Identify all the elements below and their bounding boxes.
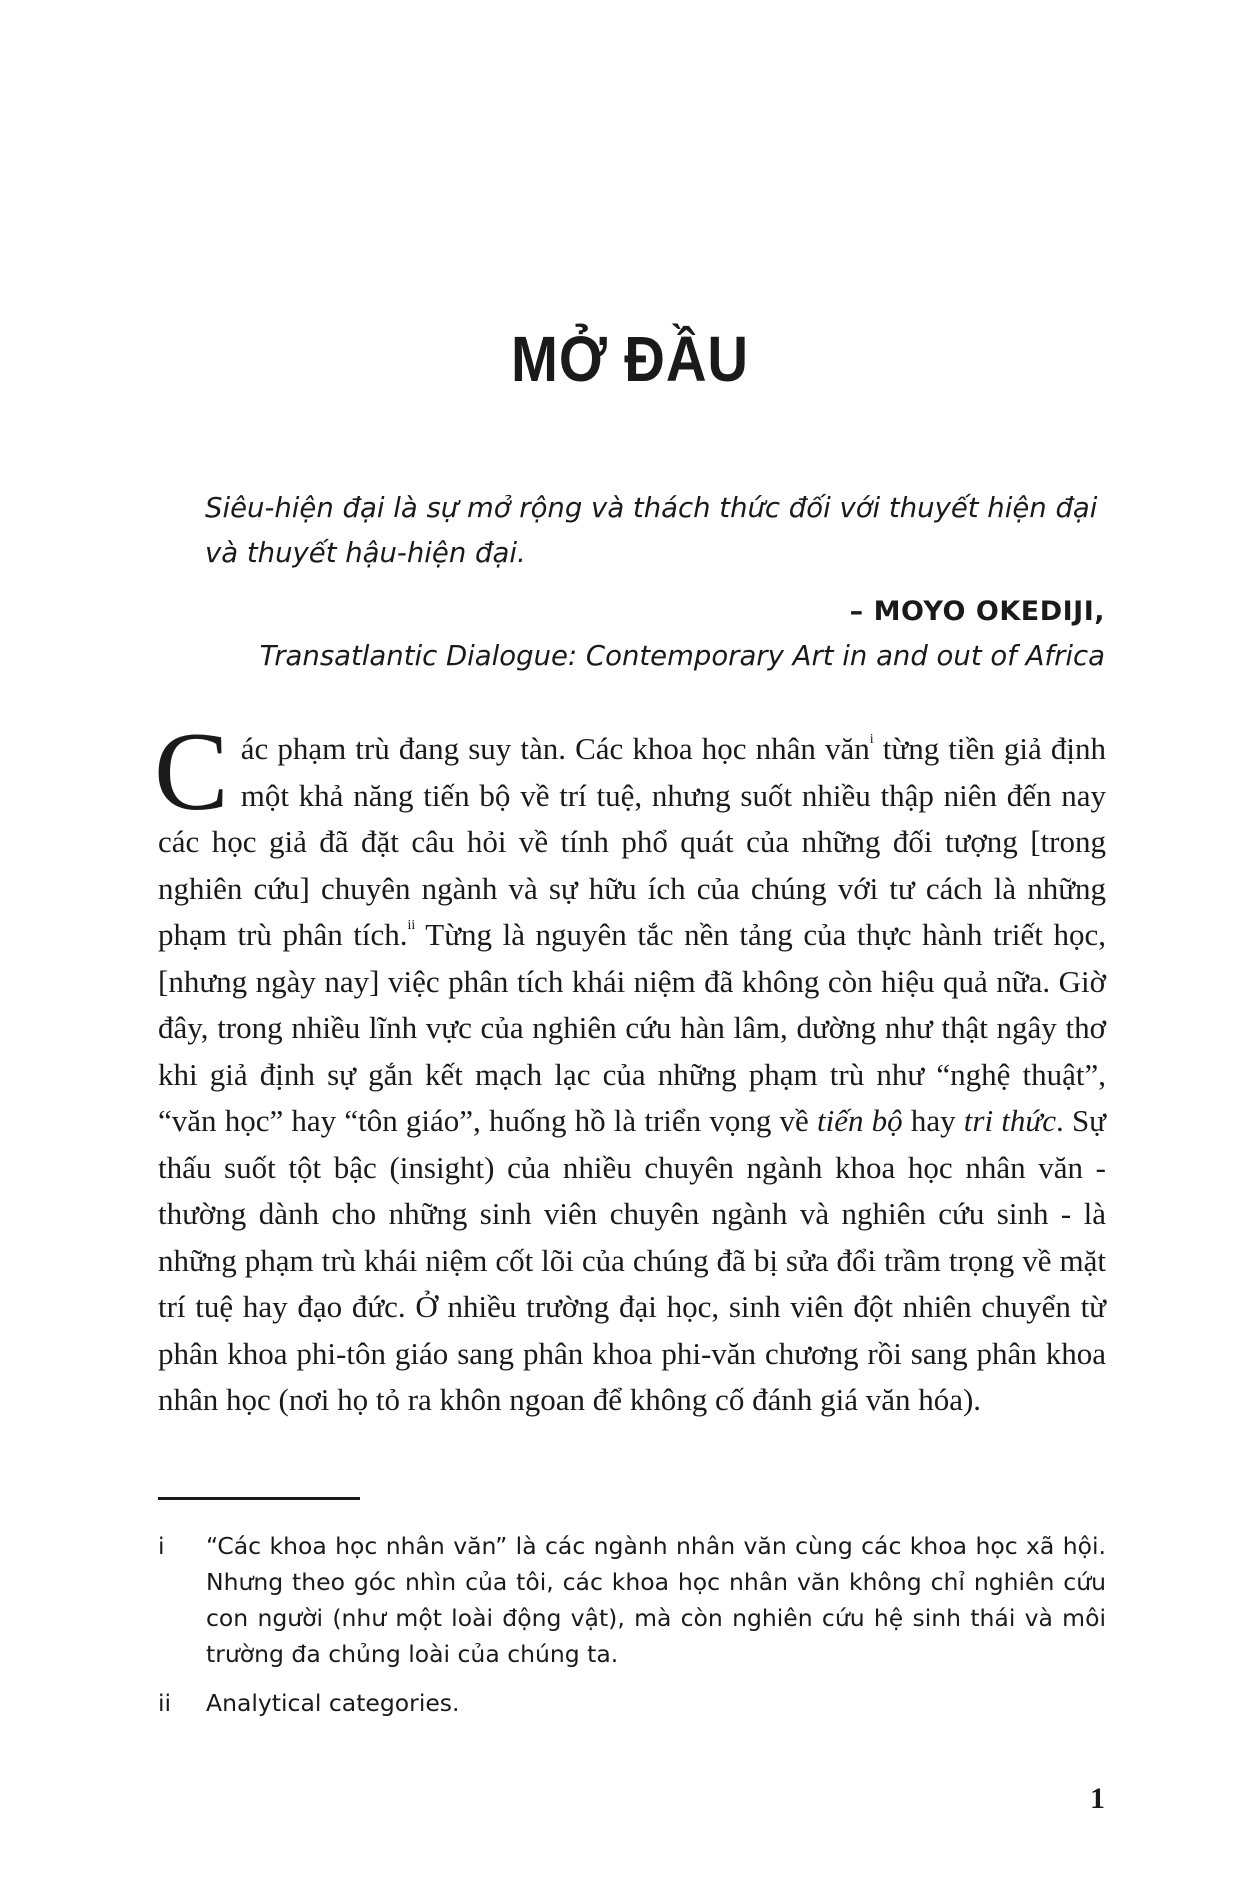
epigraph-source: Transatlantic Dialogue: Contemporary Art in and out of Africa (259, 640, 1105, 672)
body-paragraph (154, 710, 1106, 1424)
drop-cap: C (154, 710, 229, 834)
footnote-ref-2: ii (407, 918, 416, 933)
italic-term: tiến bộ (816, 1103, 903, 1138)
body-segment: ác phạm trù đang suy tàn. Các khoa học nhân văn (240, 731, 870, 766)
footnote-ref-1: i (869, 732, 874, 747)
body-segment: hay (902, 1103, 964, 1138)
footnote-text: “Các khoa học nhân văn” là các ngành nhân văn cùng các khoa học xã hội. Nhưng theo góc nhìn của tôi, các khoa học nhân văn không chỉ nghiên cứu con người (như một loài động vật), mà còn nghiên cứu hệ sinh thái và môi trường đa chủng loài của chúng ta. (206, 1532, 1106, 1668)
page-number: 1 (1090, 1782, 1105, 1815)
epigraph-author: – MOYO OKEDIJI, (849, 596, 1105, 627)
footnote-divider (158, 1497, 360, 1500)
epigraph-quote: Siêu-hiện đại là sự mở rộng và thách thức đối với thuyết hiện đại và thuyết hậu-hiện đại. (205, 492, 1098, 569)
italic-term: tri thức (963, 1103, 1057, 1138)
footnote-item (158, 1685, 1106, 1721)
footnote-item (158, 1528, 1106, 1672)
body-segment: . Sự thấu suốt tột bậc (insight) của nhiều chuyên ngành khoa học nhân văn - thường dành cho những sinh viên chuyên ngành và nghiên cứu sinh - là những phạm trù khái niệm cốt lõi của chúng đã bị sửa đổi trầm trọng về mặt trí tuệ hay đạo đức. Ở nhiều trường đại học, sinh viên đột nhiên chuyển từ phân khoa phi-tôn giáo sang phân khoa phi-văn chương rồi sang phân khoa nhân học (nơi họ tỏ ra khôn ngoan để không cố đánh giá văn hóa). (158, 1103, 1106, 1417)
footnote-mark: i (158, 1532, 165, 1560)
footnote-mark: ii (158, 1689, 172, 1717)
footnotes (158, 1528, 1106, 1734)
chapter-title: MỞ ĐẦU (511, 323, 749, 395)
body-segment: Từng là nguyên tắc nền tảng của thực hành triết học, [nhưng ngày nay] việc phân tích khái niệm đã không còn hiệu quả nữa. Giờ đây, trong nhiều lĩnh vực của nghiên cứu hàn lâm, dường như thật ngây thơ khi giả định sự gắn kết mạch lạc của những phạm trù như “nghệ thuật”, “văn học” hay “tôn giáo”, huống hồ là triển vọng về (158, 917, 1106, 1138)
footnote-text: Analytical categories. (206, 1689, 460, 1717)
body-segment: từng tiền giả định một khả năng tiến bộ về trí tuệ, nhưng suốt nhiều thập niên đến nay các học giả đã đặt câu hỏi về tính phổ quát của những đối tượng [trong nghiên cứu] chuyên ngành và sự hữu ích của chúng với tư cách là những phạm trù phân tích. (158, 731, 1106, 952)
